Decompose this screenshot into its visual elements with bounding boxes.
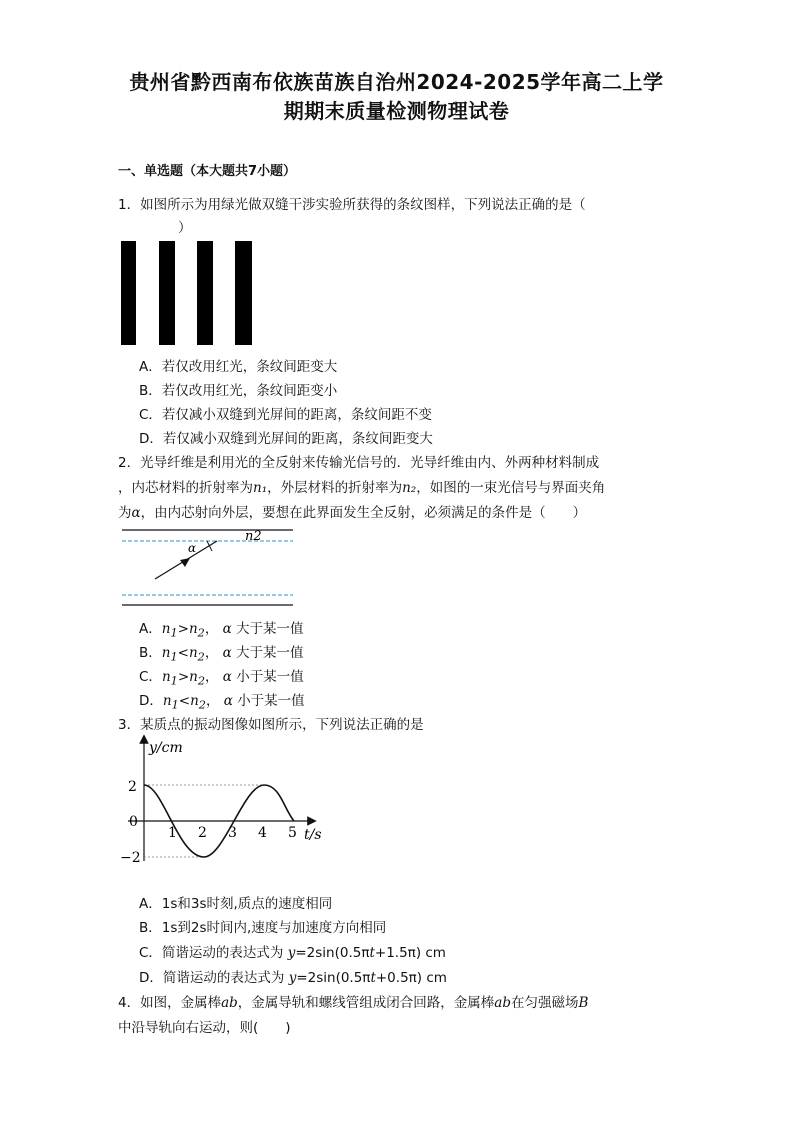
q3-option-a: A．1s和3s时刻,质点的速度相同 <box>139 896 333 912</box>
fringe-bar-2 <box>159 241 175 345</box>
exam-title-line1: 贵州省黔西南布依族苗族自治州2024-2025学年高二上学 <box>129 70 664 94</box>
q1-stem: 1．如图所示为用绿光做双缝干涉实验所获得的条纹图样，下列说法正确的是（ <box>118 197 586 213</box>
y-tick-2: 2 <box>128 779 137 795</box>
q2-option-c: C．$n_1>n_2$， α 小于某一值 <box>139 669 304 688</box>
ab-symbol: ab <box>221 995 238 1011</box>
fringe-bar-4 <box>235 241 252 345</box>
q4-stem-line2: 中沿导轨向右运动，则( ) <box>118 1020 291 1036</box>
alpha-symbol: α <box>131 505 141 521</box>
q3-oscillation-graph <box>118 733 338 873</box>
ab-symbol-2: ab <box>494 995 511 1011</box>
q2-fiber-figure <box>118 527 298 611</box>
exam-title-line2: 期期末质量检测物理试卷 <box>283 99 510 123</box>
q4-stem-line1: 4．如图，金属棒ab，金属导轨和螺线管组成闭合回路，金属棒ab在匀强磁场B <box>118 995 589 1011</box>
n2-label: n2 <box>245 529 262 544</box>
q3-option-c: C．简谐运动的表达式为 y=2sin(0.5πt+1.5π) cm <box>139 945 446 961</box>
q2-stem-line3: 为α，由内芯射向外层，要想在此界面发生全反射，必须满足的条件是（ ） <box>118 505 587 521</box>
q1-stem-close: ） <box>178 220 192 236</box>
q3-stem: 3．某质点的振动图像如图所示，下列说法正确的是 <box>118 717 424 733</box>
fringe-bar-3 <box>197 241 213 345</box>
y-tick-neg2: −2 <box>120 850 141 866</box>
b-field-symbol: B <box>578 995 589 1011</box>
y-tick-0: 0 <box>129 814 138 830</box>
q1-option-a: A．若仅改用红光，条纹间距变大 <box>139 359 338 375</box>
section-heading: 一、单选题（本大题共7小题） <box>118 164 297 179</box>
q2-stem-line2: ，内芯材料的折射率为n₁，外层材料的折射率为n₂，如图的一束光信号与界面夹角 <box>118 480 606 496</box>
x-tick-2: 2 <box>198 825 207 841</box>
q3-option-d: D．简谐运动的表达式为 y=2sin(0.5πt+0.5π) cm <box>139 970 447 986</box>
q1-option-d: D．若仅减小双缝到光屏间的距离，条纹间距变大 <box>139 431 433 447</box>
q2-option-d: D．$n_1<n_2$， α 小于某一值 <box>139 693 305 712</box>
alpha-label: α <box>188 541 197 555</box>
q1-option-b: B．若仅改用红光，条纹间距变小 <box>139 383 338 399</box>
fringe-bar-1 <box>121 241 136 345</box>
n1-symbol: n₁ <box>253 480 268 496</box>
n2-symbol: n₂ <box>402 480 417 496</box>
q1-option-c: C．若仅减小双缝到光屏间的距离，条纹间距不变 <box>139 407 432 423</box>
x-axis-label: t/s <box>304 827 322 843</box>
y-axis-label: y/cm <box>149 740 183 756</box>
q2-option-a: A．$n_1>n_2$， α 大于某一值 <box>139 621 304 640</box>
x-tick-3: 3 <box>228 825 237 841</box>
q2-stem-line1: 2．光导纤维是利用光的全反射来传输光信号的．光导纤维由内、外两种材料制成 <box>118 455 600 471</box>
q3-option-b: B．1s到2s时间内,速度与加速度方向相同 <box>139 920 387 936</box>
x-tick-5: 5 <box>288 825 297 841</box>
x-tick-4: 4 <box>258 825 267 841</box>
x-tick-1: 1 <box>168 825 177 841</box>
q2-option-b: B．$n_1<n_2$， α 大于某一值 <box>139 645 304 664</box>
q1-fringe-figure <box>118 240 258 346</box>
